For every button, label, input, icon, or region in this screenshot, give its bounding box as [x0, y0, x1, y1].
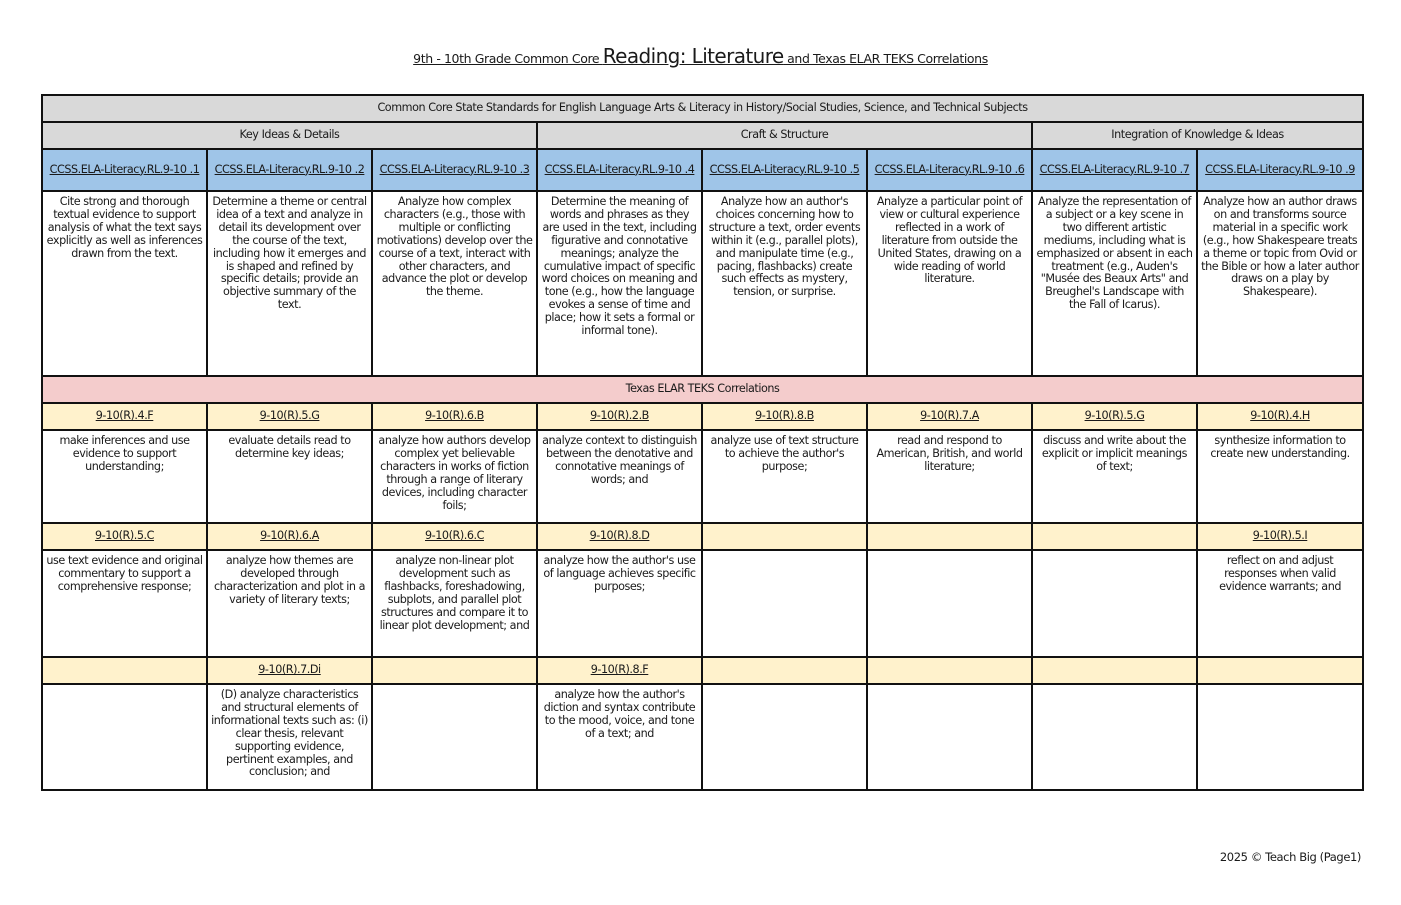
ccss-code-link[interactable]: CCSS.ELA-Literacy.RL.9-10 .9: [1205, 162, 1355, 176]
group-craft-structure: Craft & Structure: [537, 122, 1032, 149]
teks-code-cell: [207, 657, 372, 684]
teks-description: [372, 684, 537, 790]
ccss-code-cell: [867, 149, 1032, 191]
title-prefix: 9th - 10th Grade Common Core: [413, 51, 603, 66]
teks-code-cell: [537, 403, 702, 430]
teks-code-cell: [207, 523, 372, 550]
teks-code-link[interactable]: 9-10(R).6.B: [425, 409, 484, 423]
teks-description: analyze how the author's use of language achieves specific purposes;: [537, 550, 702, 657]
teks-description: read and respond to American, British, and world literature;: [867, 430, 1032, 523]
teks-code-cell: [867, 657, 1032, 684]
teks-description: analyze context to distinguish between the denotative and connotative meanings of words; and: [537, 430, 702, 523]
teks-code-link[interactable]: 9-10(R).6.A: [260, 529, 319, 543]
ccss-description: Determine a theme or central idea of a text and analyze in detail its development over the course of the text, including how it emerges and is shaped and refined by specific details; provide an objective summary of the text.: [207, 191, 372, 376]
teks-code-cell: [42, 657, 207, 684]
teks-code-cell: [1032, 403, 1197, 430]
teks-code-cell: [1032, 657, 1197, 684]
teks-code-link[interactable]: 9-10(R).6.C: [425, 529, 484, 543]
teks-description: analyze use of text structure to achieve the author's purpose;: [702, 430, 867, 523]
ccss-code-cell: [1197, 149, 1363, 191]
teks-description: [1032, 550, 1197, 657]
ccss-code-cell: [1032, 149, 1197, 191]
ccss-code-cell: [42, 149, 207, 191]
teks-code-link[interactable]: 9-10(R).5.I: [1252, 529, 1308, 543]
title-main: Reading: Literature: [602, 44, 784, 68]
teks-code-cell: [207, 403, 372, 430]
ccss-description: Cite strong and thorough textual evidence to support analysis of what the text says explicitly as well as inferences drawn from the text.: [42, 191, 207, 376]
teks-description: [42, 684, 207, 790]
teks-code-link[interactable]: 9-10(R).7.A: [920, 409, 979, 423]
teks-code-cell: [702, 657, 867, 684]
ccss-description: Analyze how an author draws on and transforms source material in a specific work (e.g., how Shakespeare treats a theme or topic from Ovid or the Bible or how a later author draws on a play by Shakespeare).: [1197, 191, 1363, 376]
title-suffix: and Texas ELAR TEKS Correlations: [783, 51, 988, 66]
teks-code-cell: [1197, 403, 1363, 430]
teks-description: use text evidence and original commentary to support a comprehensive response;: [42, 550, 207, 657]
ccss-description: Determine the meaning of words and phrases as they are used in the text, including figurative and connotative meanings; analyze the cumulative impact of specific word choices on meaning and tone (e.g., how the language evokes a sense of time and place; how it sets a formal or informal tone).: [537, 191, 702, 376]
teks-code-cell: [372, 523, 537, 550]
teks-description: reflect on and adjust responses when valid evidence warrants; and: [1197, 550, 1363, 657]
teks-code-cell: [867, 523, 1032, 550]
teks-description: [702, 684, 867, 790]
ccss-code-link[interactable]: CCSS.ELA-Literacy.RL.9-10 .2: [214, 162, 365, 176]
teks-description: analyze how themes are developed through characterization and plot in a variety of literary texts;: [207, 550, 372, 657]
group-key-ideas: Key Ideas & Details: [42, 122, 537, 149]
ccss-description: Analyze how complex characters (e.g., those with multiple or conflicting motivations) develop over the course of a text, interact with other characters, and advance the plot or develop the theme.: [372, 191, 537, 376]
teks-description: (D) analyze characteristics and structural elements of informational texts such as: (i) clear thesis, relevant supporting evidence, pertinent examples, and conclusion; and: [207, 684, 372, 790]
teks-description: [1197, 684, 1363, 790]
teks-code-link[interactable]: 9-10(R).8.D: [589, 529, 650, 543]
teks-description: analyze how authors develop complex yet believable characters in works of fiction through a range of literary devices, including character foils;: [372, 430, 537, 523]
teks-code-cell: [372, 403, 537, 430]
ccss-code-link[interactable]: CCSS.ELA-Literacy.RL.9-10 .7: [1039, 162, 1190, 176]
teks-code-link[interactable]: 9-10(R).7.Di: [258, 663, 321, 677]
footer-copyright: 2025 © Teach Big (Page1): [1219, 850, 1361, 864]
teks-code-cell: [1197, 657, 1363, 684]
teks-code-cell: [537, 523, 702, 550]
ccss-description: Analyze the representation of a subject or a key scene in two different artistic mediums, including what is emphasized or absent in each treatment (e.g., Auden's "Musée des Beaux Arts" and Breughel's Landscape with the Fall of Icarus).: [1032, 191, 1197, 376]
teks-code-link[interactable]: 9-10(R).8.F: [590, 663, 649, 677]
teks-code-cell: [42, 523, 207, 550]
teks-header: Texas ELAR TEKS Correlations: [42, 376, 1363, 403]
teks-code-cell: [42, 403, 207, 430]
teks-description: discuss and write about the explicit or implicit meanings of text;: [1032, 430, 1197, 523]
ccss-description: Analyze a particular point of view or cultural experience reflected in a work of literature from outside the United States, drawing on a wide reading of world literature.: [867, 191, 1032, 376]
teks-description: [867, 550, 1032, 657]
correlation-table: [41, 94, 1364, 791]
teks-description: synthesize information to create new understanding.: [1197, 430, 1363, 523]
ccss-code-link[interactable]: CCSS.ELA-Literacy.RL.9-10 .1: [49, 162, 200, 176]
teks-code-cell: [537, 657, 702, 684]
teks-description: analyze how the author's diction and syntax contribute to the mood, voice, and tone of a text; and: [537, 684, 702, 790]
ccss-code-link[interactable]: CCSS.ELA-Literacy.RL.9-10 .6: [874, 162, 1025, 176]
teks-code-link[interactable]: 9-10(R).4.H: [1250, 409, 1310, 423]
teks-code-link[interactable]: 9-10(R).2.B: [590, 409, 649, 423]
page-title: [0, 44, 1401, 68]
teks-description: make inferences and use evidence to support understanding;: [42, 430, 207, 523]
teks-code-link[interactable]: 9-10(R).8.B: [755, 409, 814, 423]
teks-description: [702, 550, 867, 657]
ccss-code-cell: [537, 149, 702, 191]
ccss-code-cell: [207, 149, 372, 191]
teks-code-link[interactable]: 9-10(R).5.G: [1084, 409, 1145, 423]
ccss-main-header: Common Core State Standards for English Language Arts & Literacy in History/Social Studies, Science, and Technical Subjects: [42, 95, 1363, 122]
teks-code-cell: [1032, 523, 1197, 550]
teks-code-cell: [702, 403, 867, 430]
ccss-code-cell: [372, 149, 537, 191]
teks-description: [867, 684, 1032, 790]
ccss-code-link[interactable]: CCSS.ELA-Literacy.RL.9-10 .3: [379, 162, 530, 176]
teks-code-link[interactable]: 9-10(R).5.C: [95, 529, 154, 543]
ccss-code-link[interactable]: CCSS.ELA-Literacy.RL.9-10 .4: [544, 162, 695, 176]
teks-code-cell: [372, 657, 537, 684]
teks-description: [1032, 684, 1197, 790]
ccss-code-cell: [702, 149, 867, 191]
teks-code-link[interactable]: 9-10(R).4.F: [95, 409, 154, 423]
group-integration: Integration of Knowledge & Ideas: [1032, 122, 1363, 149]
teks-description: analyze non-linear plot development such as flashbacks, foreshadowing, subplots, and parallel plot structures and compare it to linear plot development; and: [372, 550, 537, 657]
ccss-description: Analyze how an author's choices concerning how to structure a text, order events within it (e.g., parallel plots), and manipulate time (e.g., pacing, flashbacks) create such effects as mystery, tension, or surprise.: [702, 191, 867, 376]
teks-code-cell: [867, 403, 1032, 430]
ccss-code-link[interactable]: CCSS.ELA-Literacy.RL.9-10 .5: [709, 162, 860, 176]
teks-code-link[interactable]: 9-10(R).5.G: [259, 409, 320, 423]
teks-code-cell: [702, 523, 867, 550]
teks-code-cell: [1197, 523, 1363, 550]
teks-description: evaluate details read to determine key ideas;: [207, 430, 372, 523]
